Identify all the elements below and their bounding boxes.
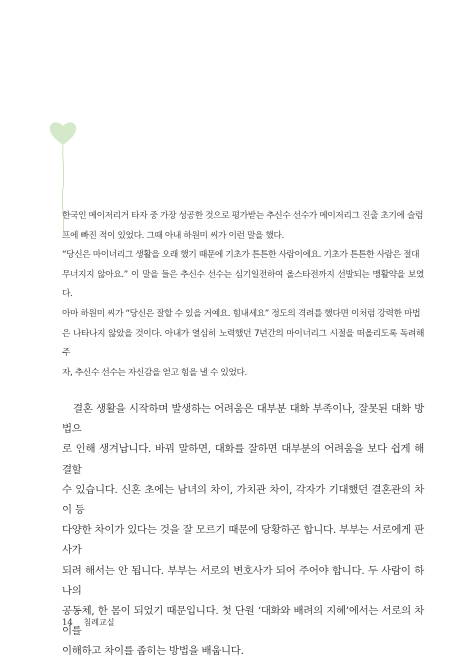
body-line: 로 인해 생겨납니다. 바꿔 말하면, 대화를 잘하면 대부분의 어려움을 보다 쉽게 해결할 xyxy=(62,443,424,476)
page-number: 14 xyxy=(62,618,73,628)
section-title: 침례교실 xyxy=(83,618,115,627)
quote-line: 프에 빠진 적이 있었다. 그때 아내 하원미 씨가 이런 말을 했다. xyxy=(62,230,284,241)
body-line: 이해하고 차이를 좁히는 방법을 배웁니다. xyxy=(62,645,244,658)
body-line: 다양한 차이가 있다는 것을 잘 모르기 때문에 당황하곤 합니다. 부부는 서로에게 판사가 xyxy=(62,524,424,557)
body-line: 되려 해서는 안 됩니다. 부부는 서로의 변호사가 되어 주어야 합니다. 두 사람이 하나의 xyxy=(62,564,424,597)
body-line: 수 있습니다. 신혼 초에는 남녀의 차이, 가치관 차이, 각자가 기대했던 결혼관의 차이 등 xyxy=(62,483,424,517)
quote-line: “당신은 마이너리그 생활을 오래 했기 때문에 기초가 튼튼한 사람이에요. 기초가 튼튼한 사람은 절대 xyxy=(62,250,420,261)
quote-line: 아마 하원미 씨가 “당신은 잘할 수 있을 거예요. 힘내세요” 정도의 격려를 했다면 이처럼 강력한 마법 xyxy=(62,308,421,319)
quote-line: 자, 추신수 선수는 자신감을 얻고 힘을 낼 수 있었다. xyxy=(62,367,247,378)
quote-line: 은 나타나지 않았을 것이다. 아내가 열심히 노력했던 7년간의 마이너리그 시절을 떠올리도록 독려해 주 xyxy=(62,328,424,359)
body-line: 결혼 생활을 시작하며 발생하는 어려움은 대부분 대화 부족이나, 잘못된 대화 방법으 xyxy=(62,403,424,436)
quote-passage xyxy=(62,207,424,383)
page-footer xyxy=(62,617,114,628)
body-line: 공동체, 한 몸이 되었기 때문입니다. 첫 단원 ‘대화와 배려의 지혜’에서는 서로의 차이를 xyxy=(62,605,424,638)
quote-line: 한국인 메이저리거 타자 중 가장 성공한 것으로 평가받는 추신수 선수가 메이저리그 진출 초기에 슬럼 xyxy=(62,211,424,221)
quote-line: 무너지지 않아요.” 이 말을 들은 추신수 선수는 심기일전하여 올스타전까지 선발되는 맹활약을 보였다. xyxy=(62,269,424,300)
body-paragraph xyxy=(62,399,424,662)
